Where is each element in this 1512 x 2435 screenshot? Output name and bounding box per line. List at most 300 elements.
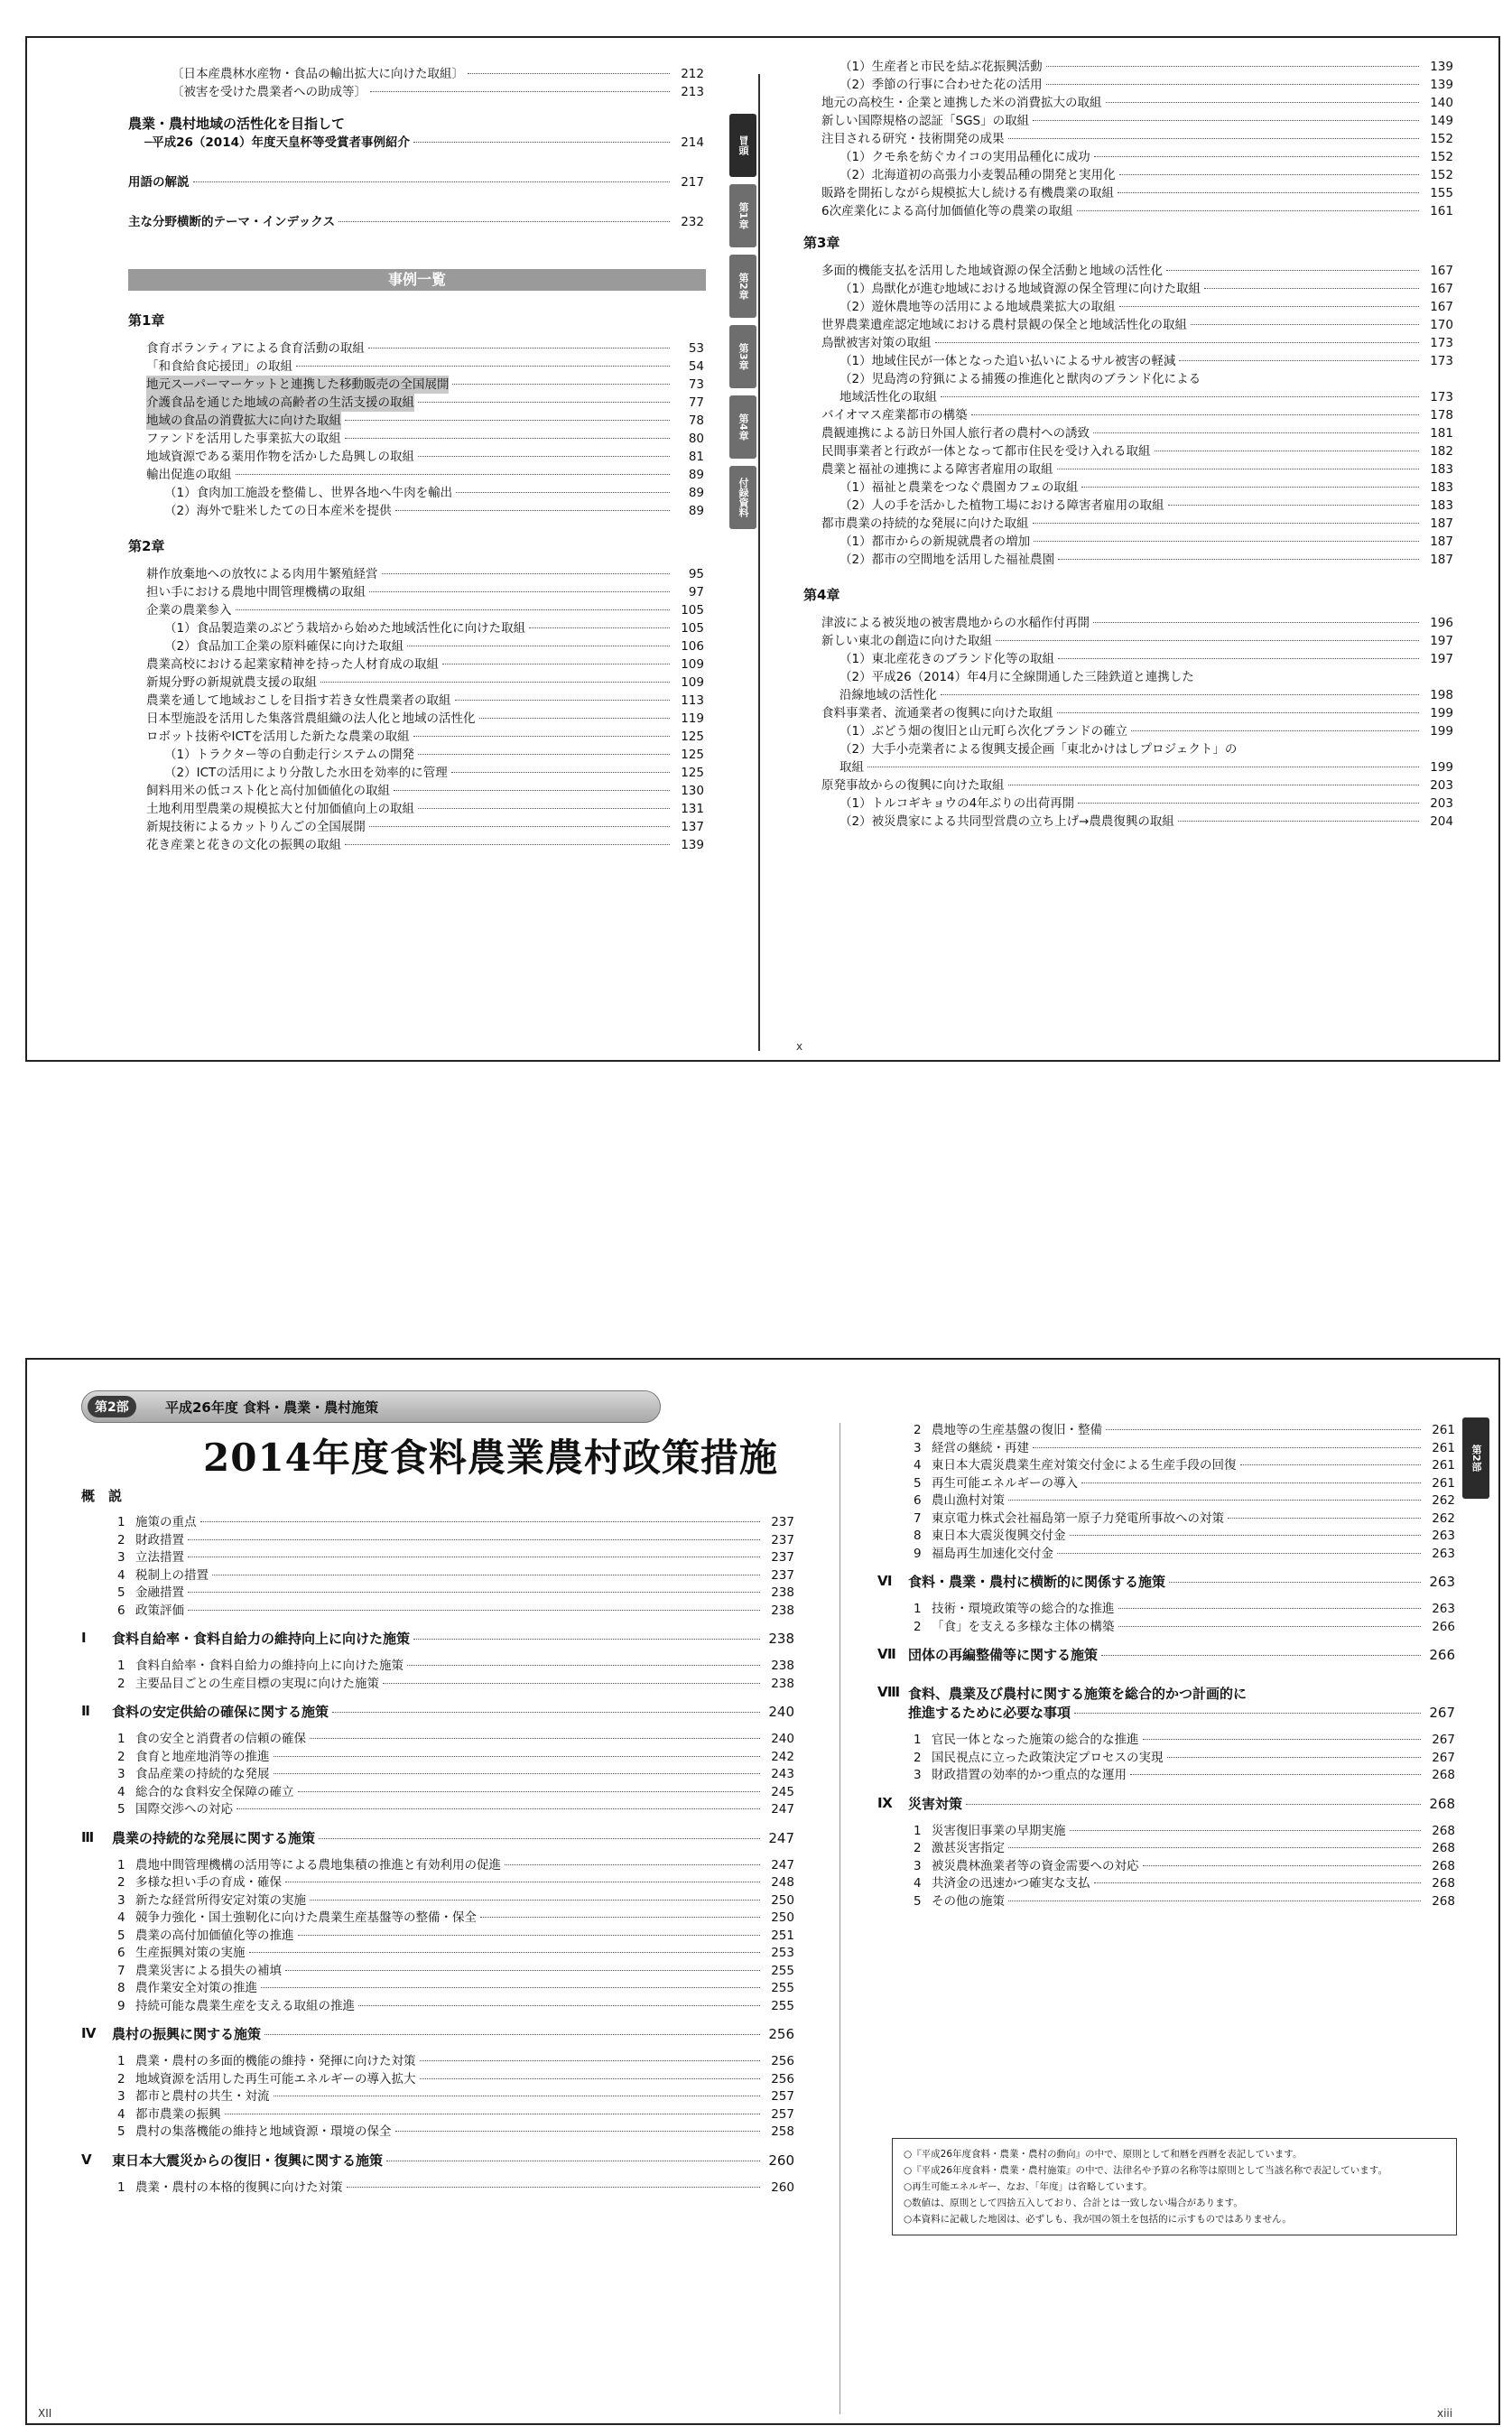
policy-left-item-text: 農業・農村の多面的機能の維持・発揮に向けた対策 — [135, 2054, 416, 2068]
chapter3-item-text: （1）鳥獣化が進む地域における地域資源の保全管理に向けた取組 — [839, 282, 1201, 296]
policy-right-item-page: 268 — [1432, 1841, 1455, 1855]
policy-left-item-leader — [310, 1738, 760, 1739]
policy-left-section-title-leader — [319, 1838, 760, 1839]
policy-right-item-page: 268 — [1432, 1876, 1455, 1891]
policy-left-item-text: 農村の集落機能の維持と地域資源・環境の保全 — [135, 2124, 392, 2139]
chapter3-item-leader — [935, 342, 1420, 343]
chapter1-item-leader — [345, 420, 670, 421]
policy-right-item-number: 8 — [914, 1529, 922, 1543]
bottom-left-column — [27, 1360, 839, 2423]
award-subtitle-page: 214 — [681, 135, 704, 150]
policy-left-section-title — [112, 1630, 794, 1648]
chapter2-item-leader — [529, 627, 670, 628]
policy-right-section-numeral: Ⅸ — [877, 1794, 893, 1811]
policy-right-item-leader — [1167, 1757, 1422, 1758]
chapter2-item — [146, 728, 704, 746]
policy-right-item — [932, 1510, 1455, 1528]
chapter2-item-page: 105 — [681, 603, 704, 618]
top-right-item — [839, 76, 1453, 94]
chapter1-item-text: 食育ボランティアによる食育活動の取組 — [146, 341, 365, 356]
chapter2-item — [146, 800, 704, 818]
top-right-item-page: 155 — [1430, 186, 1453, 200]
policy-left-item-leader — [298, 1791, 761, 1792]
policy-left-item — [135, 1979, 794, 1997]
chapter1-item-page: 73 — [688, 377, 704, 392]
policy-right-item-text: 東日本大震災復興交付金 — [932, 1529, 1066, 1543]
chapter4-item — [839, 650, 1453, 668]
policy-right-item-leader — [1240, 1464, 1422, 1465]
policy-right-item-page: 267 — [1432, 1750, 1455, 1765]
policy-left-item-page: 253 — [771, 1946, 794, 1960]
chapter2-item — [164, 764, 704, 782]
chapter2-item-leader — [451, 772, 670, 773]
policy-left-item-number: 1 — [117, 1732, 125, 1746]
chapter2-item — [146, 583, 704, 601]
chapter4-item — [821, 614, 1453, 632]
policy-left-section-numeral: Ⅱ — [81, 1703, 90, 1719]
policy-left-item-leader — [358, 2005, 760, 2006]
policy-left-item-leader — [347, 2187, 761, 2188]
top-spread — [25, 36, 1500, 1062]
chapter2-item-text: 新規技術によるカットりんごの全国展開 — [146, 820, 366, 834]
chapter3-item-text: （2）人の手を活かした植物工場における障害者雇用の取組 — [839, 498, 1164, 513]
policy-right-item-text: 官民一体となった施策の総合的な推進 — [932, 1733, 1139, 1747]
policy-left-section-title: 概 説 — [81, 1488, 123, 1504]
chapter2-item — [146, 601, 704, 619]
top-right-item-leader — [1119, 174, 1419, 175]
chapter2-item-text: 農業高校における起業家精神を持った人材育成の取組 — [146, 657, 439, 672]
chapter2-item-page: 125 — [681, 748, 704, 762]
chapter3-item-text: （1）地域住民が一体となった追い払いによるサル被害の軽減 — [839, 354, 1176, 368]
chapter1-item-leader — [452, 384, 670, 385]
top-right-item-page: 139 — [1430, 60, 1453, 74]
policy-right-item-page: 268 — [1432, 1823, 1455, 1838]
policy-right-item-number: 2 — [914, 1841, 922, 1855]
policy-left-item-text: 農業の高付加価値化等の推進 — [135, 1928, 294, 1943]
top-right-item-leader — [1094, 156, 1419, 157]
policy-right-item — [932, 1822, 1455, 1840]
top-right-item-text: 6次産業化による高付加価値化等の農業の取組 — [821, 204, 1073, 218]
policy-left-item-text: 税制上の措置 — [135, 1567, 209, 1583]
policy-left-item-page: 257 — [771, 2089, 794, 2104]
policy-right-item-page: 263 — [1432, 1529, 1455, 1543]
policy-left-section-title — [112, 2025, 794, 2043]
chapter4-item-text: 原発事故からの復興に向けた取組 — [821, 778, 1005, 793]
chapter3-item-page: 183 — [1430, 498, 1453, 513]
chapter2-item-page: 119 — [681, 711, 704, 726]
policy-right-item-text: 東京電力株式会社福島第一原子力発電所事故への対策 — [932, 1510, 1224, 1526]
chapter3-item-leader — [1204, 288, 1419, 289]
policy-left-item-number: 1 — [117, 1857, 125, 1873]
policy-left-item-number: 7 — [117, 1963, 125, 1978]
chapter1-item-page: 89 — [688, 486, 704, 500]
top-entry — [172, 65, 704, 83]
chapter2-item-page: 97 — [688, 585, 704, 599]
policy-left-item-page: 250 — [771, 1910, 794, 1925]
chapter2-item-leader — [382, 573, 671, 574]
chapter1-item-page: 54 — [688, 359, 704, 374]
chapter4-item-page: 198 — [1430, 688, 1453, 702]
policy-right-section-numeral: Ⅶ — [877, 1646, 896, 1662]
policy-right-item — [932, 1439, 1455, 1457]
policy-right-item-text: 福島再生加速化交付金 — [932, 1546, 1053, 1561]
policy-left-item-text: 多様な担い手の育成・確保 — [135, 1875, 282, 1890]
policy-left-item-page: 255 — [771, 1981, 794, 1995]
chapter3-item-text: （2）都市の空間地を活用した福祉農園 — [839, 553, 1055, 567]
chapter4-item-text: 津波による被災地の被害農地からの水稲作付再開 — [821, 616, 1090, 630]
chapter2-item-leader — [479, 718, 671, 719]
chapter4-item-text: 取組 — [839, 760, 864, 775]
policy-left-item-number: 5 — [117, 2124, 125, 2139]
policy-right-item-page: 261 — [1432, 1423, 1455, 1437]
chapter3-item-text: バイオマス産業都市の構築 — [821, 408, 968, 423]
chapter2-item-leader — [369, 591, 670, 592]
chapter4-item-leader — [1078, 803, 1419, 804]
chapter4-item-text: （2）被災農家による共同型営農の立ち上げ→農農復興の取組 — [839, 814, 1174, 829]
policy-left-item-leader — [274, 1756, 761, 1757]
chapter2-item-text: 日本型施設を活用した集落営農組織の法人化と地域の活性化 — [146, 711, 476, 726]
policy-left-item-leader — [285, 1970, 760, 1971]
side-tab: 第1章 — [729, 184, 756, 247]
policy-right-item-leader — [1118, 1626, 1422, 1627]
big-title: 2014年度食料農業農村政策措施 — [203, 1436, 778, 1480]
policy-right-item — [932, 1456, 1455, 1474]
chapter3-item-text: 地域活性化の取組 — [839, 390, 937, 404]
chapter3-item-leader — [971, 414, 1419, 415]
chapter3-item-text: 都市農業の持続的な発展に向けた取組 — [821, 516, 1029, 531]
policy-right-item — [932, 1474, 1455, 1492]
chapter3-item-leader — [1191, 324, 1419, 325]
chapter4-item — [821, 776, 1453, 795]
policy-left-item-leader — [188, 1592, 760, 1593]
thematic-index-entry-text: 主な分野横断的テーマ・インデックス — [128, 215, 336, 229]
policy-left-item-leader — [274, 1773, 761, 1774]
policy-right-item-text: 農地等の生産基盤の復旧・整備 — [932, 1423, 1102, 1437]
chapter3-item — [839, 298, 1453, 316]
chapter4-item-leader — [1178, 821, 1419, 822]
policy-left-item — [135, 1765, 794, 1783]
policy-left-section-title-page: 256 — [768, 2026, 794, 2042]
policy-left-item-number: 4 — [117, 1910, 125, 1925]
policy-left-section-title-leader — [413, 1639, 760, 1640]
chapter2-item-text: 耕作放棄地への放牧による肉用牛繁殖経営 — [146, 567, 378, 581]
policy-left-item-text: 食育と地産地消等の推進 — [135, 1749, 270, 1764]
chapter3-heading: 第3章 — [803, 235, 840, 251]
top-right-item — [821, 130, 1453, 148]
side-tab: 第2章 — [729, 255, 756, 318]
policy-left-item-page: 251 — [771, 1928, 794, 1943]
policy-left-item-page: 260 — [771, 2179, 794, 2195]
policy-right-item-number: 5 — [914, 1893, 922, 1909]
policy-right-item — [932, 1766, 1455, 1784]
chapter4-item-text: （1）東北産花きのブランド化等の取組 — [839, 652, 1055, 666]
policy-left-item — [135, 1783, 794, 1801]
glossary-entry-text: 用語の解説 — [128, 175, 190, 190]
chapter1-item-page: 78 — [688, 414, 704, 428]
policy-left-item-number: 4 — [117, 1784, 125, 1799]
top-right-item-leader — [1046, 84, 1419, 85]
chapter1-item-leader — [418, 402, 670, 403]
policy-right-item-leader — [1008, 1500, 1421, 1501]
chapter2-item-leader — [394, 790, 670, 791]
chapter2-item-leader — [236, 609, 671, 610]
chapter4-item-leader — [941, 694, 1419, 695]
policy-right-item — [932, 1874, 1455, 1892]
chapter4-item-page: 203 — [1430, 778, 1453, 793]
chapter3-item-leader — [1058, 559, 1419, 560]
top-right-item-page: 152 — [1430, 150, 1453, 164]
policy-left-item-page: 237 — [771, 1515, 794, 1529]
side-tab: 付録資料 — [729, 466, 756, 529]
policy-left-item-text: 食料自給率・食料自給力の維持向上に向けた施策 — [135, 1659, 404, 1673]
chapter3-item — [821, 442, 1453, 460]
chapter2-item-text: 担い手における農地中間管理機構の取組 — [146, 585, 366, 599]
award-title: 農業・農村地域の活性化を目指して — [128, 116, 346, 132]
policy-left-item — [135, 1748, 794, 1766]
policy-right-item-text: 農山漁村対策 — [932, 1493, 1005, 1508]
policy-left-item-text: 農作業安全対策の推進 — [135, 1981, 257, 1995]
policy-left-item-leader — [237, 1808, 760, 1809]
footer-left: XII — [38, 2407, 52, 2420]
policy-left-item-number: 5 — [117, 1585, 125, 1600]
policy-left-item-page: 238 — [771, 1676, 794, 1691]
chapter1-item — [146, 430, 704, 448]
policy-right-item — [932, 1618, 1455, 1636]
chapter3-item — [839, 280, 1453, 298]
policy-left-section-title — [112, 1829, 794, 1847]
chapter2-item-page: 125 — [681, 766, 704, 780]
policy-left-item-page: 256 — [771, 2054, 794, 2068]
policy-right-section-title-line2-text: 推進するために必要な事項 — [908, 1705, 1071, 1721]
chapter4-item-page: 196 — [1430, 616, 1453, 630]
top-right-page — [760, 38, 1498, 1060]
policy-left-item-leader — [395, 2131, 761, 2132]
top-right-item — [821, 94, 1453, 112]
chapter4-item-page: 203 — [1430, 796, 1453, 811]
case-list-band: 事例一覧 — [128, 269, 706, 291]
thematic-index-entry-leader — [339, 221, 670, 222]
top-right-item-leader — [1046, 66, 1419, 67]
policy-left-section-title-page: 238 — [768, 1631, 794, 1647]
chapter1-item — [146, 412, 704, 430]
top-right-item-page: 161 — [1430, 204, 1453, 218]
chapter1-item — [164, 502, 704, 520]
policy-right-item-page: 261 — [1432, 1475, 1455, 1491]
side-tab: 第3章 — [729, 325, 756, 388]
policy-right-item-page: 261 — [1432, 1440, 1455, 1455]
top-entry-text: 〔日本産農林水産物・食品の輸出拡大に向けた取組〕 — [172, 67, 464, 81]
policy-left-item — [135, 2123, 794, 2141]
policy-left-item-text: 政策評価 — [135, 1603, 184, 1618]
top-right-item-text: 地元の高校生・企業と連携した米の消費拡大の取組 — [821, 96, 1102, 110]
policy-left-item-page: 247 — [771, 1857, 794, 1873]
policy-right-item-text: 「食」を支える多様な主体の構築 — [932, 1619, 1115, 1634]
chapter4-item — [821, 704, 1453, 722]
policy-left-item-number: 3 — [117, 1550, 125, 1565]
policy-right-section-title-text: 団体の再編整備等に関する施策 — [908, 1647, 1099, 1663]
chapter1-item-text: 地元スーパーマーケットと連携した移動販売の全国展開 — [146, 377, 450, 392]
chapter3-item-leader — [941, 396, 1419, 397]
note-line: ○数値は、原則として四捨五入しており、合計とは一致しない場合があります。 — [904, 2198, 1243, 2208]
top-right-item-page: 152 — [1430, 132, 1453, 146]
policy-left-item-text: 新たな経営所得安定対策の実施 — [135, 1892, 306, 1908]
policy-right-item-leader — [1106, 1429, 1421, 1430]
policy-left-item-number: 6 — [117, 1946, 125, 1960]
policy-left-item-number: 5 — [117, 1802, 125, 1817]
chapter1-item-page: 89 — [688, 504, 704, 518]
chapter3-item-page: 170 — [1430, 318, 1453, 332]
policy-left-item — [135, 1856, 794, 1874]
policy-right-section-title-page: 268 — [1429, 1795, 1455, 1812]
chapter2-item-leader — [418, 754, 670, 755]
side-tab: 冒頭 — [729, 114, 756, 177]
policy-right-item-text: 再生可能エネルギーの導入 — [932, 1475, 1078, 1491]
policy-right-item-leader — [1143, 1739, 1422, 1740]
chapter3-item — [821, 334, 1453, 352]
chapter4-item-text: （2）大手小売業者による復興支援企画「東北かけはしプロジェクト」の — [839, 742, 1238, 757]
policy-left-item-number: 1 — [117, 2054, 125, 2068]
chapter2-item-text: （2）ICTの活用により分散した水田を効率的に管理 — [164, 766, 448, 780]
policy-right-section-title-leader — [966, 1804, 1421, 1805]
chapter2-item-leader — [369, 826, 670, 827]
policy-right-item-page: 268 — [1432, 1893, 1455, 1909]
chapter2-item-text: ロボット技術やICTを活用した新たな農業の取組 — [146, 730, 410, 744]
policy-right-section-title-page: 266 — [1429, 1647, 1455, 1663]
policy-left-item-text: 持続可能な農業生産を支える取組の推進 — [135, 1998, 355, 2013]
chapter3-item-text: （2）遊休農地等の活用による地域農業拡大の取組 — [839, 300, 1116, 314]
policy-left-item-text: 生産振興対策の実施 — [135, 1946, 246, 1960]
chapter3-item-leader — [1179, 360, 1419, 361]
policy-left-item-text: 都市農業の振興 — [135, 2106, 221, 2122]
policy-left-item-page: 245 — [771, 1784, 794, 1799]
policy-left-item — [135, 1675, 794, 1693]
chapter2-item-text: 飼料用米の低コスト化と高付加価値化の取組 — [146, 784, 390, 798]
policy-left-item — [135, 1800, 794, 1818]
policy-left-item-text: 都市と農村の共生・対流 — [135, 2089, 270, 2104]
policy-left-item-number: 6 — [117, 1603, 125, 1618]
chapter1-item-leader — [236, 474, 671, 475]
top-right-item-leader — [1008, 138, 1420, 139]
chapter3-item-page: 183 — [1430, 480, 1453, 495]
glossary-entry — [128, 173, 704, 191]
top-right-item-page: 149 — [1430, 114, 1453, 128]
policy-left-item-number: 4 — [117, 2106, 125, 2122]
policy-right-item-text: 災害復旧事業の早期実施 — [932, 1823, 1066, 1838]
chapter2-item-text: 農業を通して地域おこしを目指す若き女性農業者の取組 — [146, 693, 451, 708]
chapter1-item — [164, 484, 704, 502]
chapter3-item-page: 167 — [1430, 282, 1453, 296]
policy-left-item-leader — [249, 1952, 761, 1953]
policy-right-item — [932, 1492, 1455, 1510]
chapter4-item — [839, 758, 1453, 776]
policy-right-item — [932, 1857, 1455, 1875]
top-right-item-text: 販路を開拓しながら規模拡大し続ける有機農業の取組 — [821, 186, 1114, 200]
chapter1-item-leader — [456, 492, 670, 493]
chapter3-item — [839, 370, 1453, 388]
chapter4-item — [821, 632, 1453, 650]
chapter2-item-text: （2）食品加工企業の原料確保に向けた取組 — [164, 639, 404, 654]
note-line: ○再生可能エネルギー、なお、「年度」は省略しています。 — [904, 2181, 1153, 2192]
policy-left-section-title-text: 農村の振興に関する施策 — [112, 2026, 262, 2042]
chapter4-item — [839, 668, 1453, 686]
policy-left-item — [135, 2179, 794, 2197]
note-line: ○本資料に記載した地図は、必ずしも、我が国の領土を包括的に示すものではありません。 — [904, 2214, 1292, 2225]
policy-right-item — [932, 1892, 1455, 1910]
chapter1-item-text: 輸出促進の取組 — [146, 468, 232, 482]
policy-right-section-title-text: 災害対策 — [908, 1795, 963, 1812]
top-right-item-text: （1）生産者と市民を結ぶ花振興活動 — [839, 60, 1043, 74]
policy-right-item-number: 3 — [914, 1858, 922, 1873]
chapter1-item-leader — [395, 510, 670, 511]
policy-left-item — [135, 1909, 794, 1927]
policy-left-item — [135, 2087, 794, 2105]
chapter1-heading: 第1章 — [128, 312, 165, 329]
chapter3-item — [821, 316, 1453, 334]
chapter1-item-leader — [368, 348, 670, 349]
policy-left-item-leader — [310, 1900, 760, 1901]
policy-right-item — [932, 1527, 1455, 1545]
policy-right-item-text: 財政措置の効率的かつ重点的な運用 — [932, 1768, 1127, 1782]
chapter2-item-text: 企業の農業参入 — [146, 603, 232, 618]
chapter3-item — [821, 515, 1453, 533]
top-right-item-page: 152 — [1430, 168, 1453, 182]
top-entry-page: 213 — [681, 85, 704, 99]
policy-left-item-text: 食品産業の持続的な発展 — [135, 1767, 270, 1781]
policy-left-item-number: 2 — [117, 1875, 125, 1890]
chapter2-item — [146, 655, 704, 674]
policy-right-section-title-text: 食料・農業・農村に横断的に関係する施策 — [908, 1574, 1166, 1590]
chapter1-item — [146, 394, 704, 412]
policy-right-item-text: 経営の継続・再建 — [932, 1440, 1029, 1455]
chapter2-item-leader — [442, 664, 670, 665]
chapter4-item-page: 199 — [1430, 724, 1453, 739]
policy-right-item — [932, 1600, 1455, 1618]
policy-left-item-page: 258 — [771, 2124, 794, 2139]
policy-right-item-leader — [1228, 1518, 1421, 1519]
policy-right-item-text: 激甚災害指定 — [932, 1841, 1005, 1855]
chapter3-item-page: 182 — [1430, 444, 1453, 459]
chapter3-item-page: 178 — [1430, 408, 1453, 423]
policy-left-item-page: 256 — [771, 2071, 794, 2086]
chapter3-item-page: 173 — [1430, 390, 1453, 404]
chapter2-item — [146, 710, 704, 728]
part-pill: 第2部 — [88, 1396, 136, 1417]
policy-left-section-numeral: Ⅲ — [81, 1828, 95, 1845]
chapter2-item-text: （1）トラクター等の自動走行システムの開発 — [164, 748, 414, 762]
chapter3-item — [821, 262, 1453, 280]
chapter4-item-text: （1）ぶどう畑の復旧と山元町ら次化ブランドの確立 — [839, 724, 1128, 739]
chapter3-item-page: 187 — [1430, 516, 1453, 531]
policy-right-item-page: 268 — [1432, 1858, 1455, 1873]
policy-left-item-page: 238 — [771, 1659, 794, 1673]
top-right-item-page: 140 — [1430, 96, 1453, 110]
top-entry-page: 212 — [681, 67, 704, 81]
chapter1-item — [146, 358, 704, 376]
chapter2-item-page: 125 — [681, 730, 704, 744]
policy-left-item-page: 247 — [771, 1802, 794, 1817]
chapter3-item-leader — [1081, 487, 1419, 488]
chapter4-heading: 第4章 — [803, 587, 840, 603]
policy-left-item-text: 農地中間管理機構の活用等による農地集積の推進と有効利用の促進 — [135, 1857, 501, 1873]
policy-right-item-leader — [1094, 1882, 1422, 1883]
policy-left-item-text: 立法措置 — [135, 1550, 184, 1565]
chapter2-item — [146, 565, 704, 583]
chapter2-item — [164, 619, 704, 637]
chapter3-item-leader — [1033, 523, 1420, 524]
chapter2-item-leader — [418, 808, 670, 809]
chapter1-item — [146, 448, 704, 466]
policy-left-item-leader — [298, 1935, 761, 1936]
